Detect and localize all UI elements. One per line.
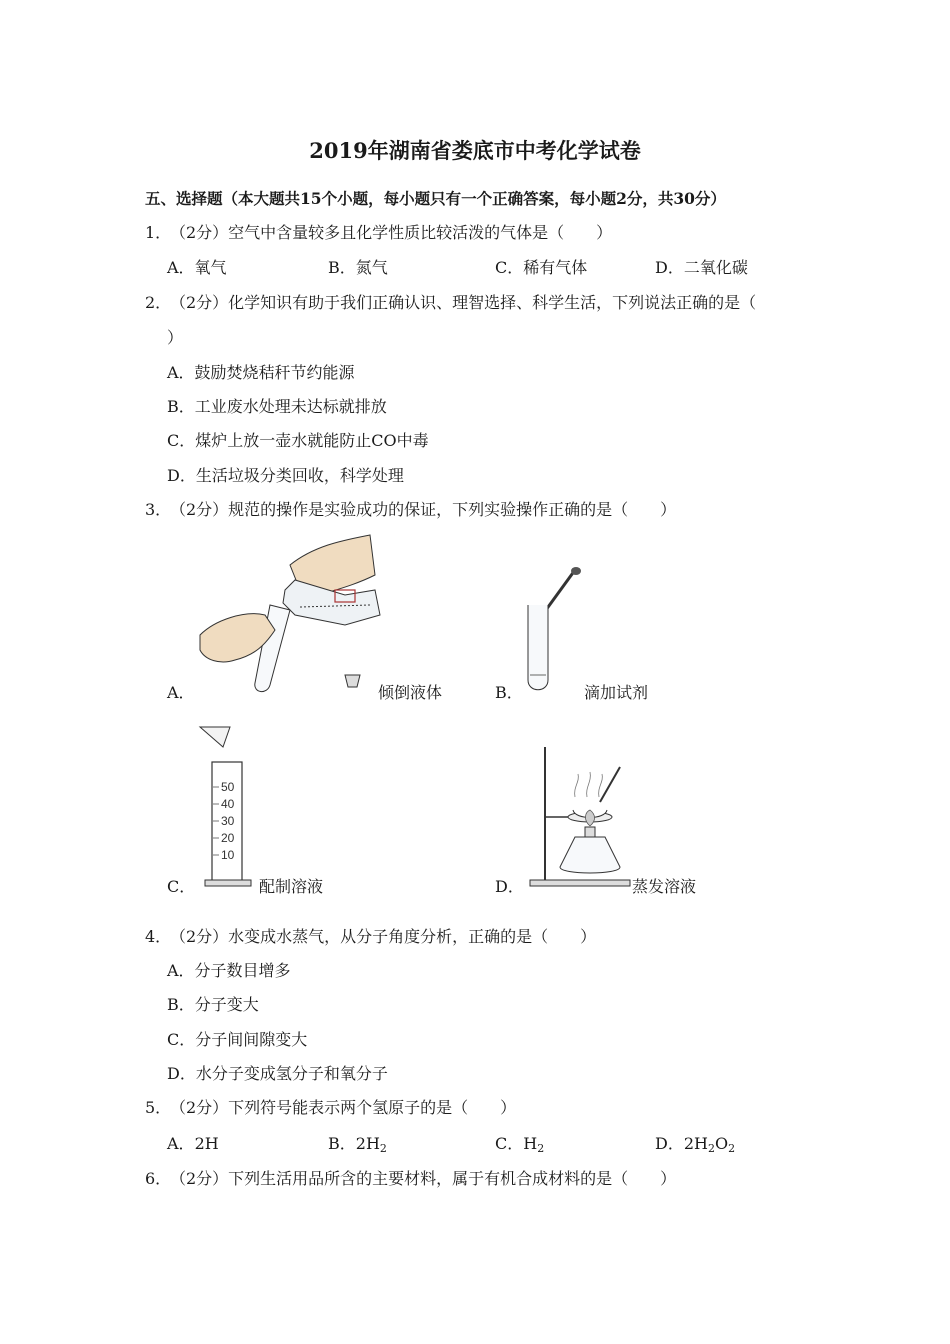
q5-option-c-formula: H bbox=[523, 1134, 538, 1153]
dropping-reagent-figure bbox=[520, 565, 590, 695]
q4-option-d: D．水分子变成氢分子和氧分子 bbox=[167, 1064, 388, 1083]
q5-option-b-sub: 2 bbox=[379, 1142, 387, 1155]
q5-option-a bbox=[167, 1134, 219, 1154]
q5-option-b-letter: B． bbox=[328, 1134, 356, 1153]
pouring-liquid-figure bbox=[195, 535, 455, 700]
q5-option-d-sub: 2 bbox=[707, 1142, 715, 1155]
cylinder-mark-20: 20 bbox=[221, 831, 235, 845]
question-3-stem: （2分）规范的操作是实验成功的保证，下列实验操作正确的是（ ） bbox=[170, 500, 677, 519]
q5-option-d-formula: 2H bbox=[683, 1134, 708, 1153]
q2-option-b: B．工业废水处理未达标就排放 bbox=[167, 397, 387, 416]
question-6-number: 6． bbox=[145, 1169, 172, 1188]
question-1-stem: （2分）空气中含量较多且化学性质比较活泼的气体是（ ） bbox=[170, 223, 613, 242]
cylinder-mark-10: 10 bbox=[221, 848, 235, 862]
question-5-number: 5． bbox=[145, 1098, 172, 1117]
cylinder-mark-50: 50 bbox=[221, 780, 235, 794]
cylinder-mark-30: 30 bbox=[221, 814, 235, 828]
question-3-number: 3． bbox=[145, 500, 172, 519]
q1-option-a: A．氧气 bbox=[167, 258, 227, 277]
question-2-stem-cont: ） bbox=[167, 328, 184, 347]
q5-option-a-formula: 2H bbox=[194, 1134, 219, 1153]
q4-option-b: B．分子变大 bbox=[167, 995, 259, 1014]
q2-option-d: D．生活垃圾分类回收，科学处理 bbox=[167, 466, 404, 485]
q1-option-c: C．稀有气体 bbox=[495, 258, 588, 277]
section-heading: 五、选择题（本大题共15个小题，每小题只有一个正确答案，每小题2分，共30分） bbox=[145, 189, 726, 208]
q3-option-d-letter: D． bbox=[495, 877, 524, 896]
q5-option-d-sub2: 2 bbox=[728, 1142, 736, 1155]
q3-option-c-letter: C． bbox=[167, 877, 196, 896]
q5-option-c-letter: C． bbox=[495, 1134, 524, 1153]
q5-option-c-sub: 2 bbox=[537, 1142, 545, 1155]
q3-option-a-caption: 倾倒液体 bbox=[378, 683, 443, 702]
q5-option-d bbox=[655, 1134, 735, 1154]
cylinder-mark-40: 40 bbox=[221, 797, 235, 811]
evaporating-solution-figure bbox=[525, 742, 630, 890]
q3-option-b-caption: 滴加试剂 bbox=[584, 683, 649, 702]
q3-option-c-caption: 配制溶液 bbox=[259, 877, 324, 896]
q5-option-b-formula: 2H bbox=[355, 1134, 380, 1153]
q1-option-b: B．氮气 bbox=[328, 258, 388, 277]
q2-option-a: A．鼓励焚烧秸秆节约能源 bbox=[167, 363, 355, 382]
q3-option-d-caption: 蒸发溶液 bbox=[632, 877, 697, 896]
q2-option-c: C．煤炉上放一壶水就能防止CO中毒 bbox=[167, 431, 429, 450]
question-5-stem: （2分）下列符号能表示两个氢原子的是（ ） bbox=[170, 1098, 517, 1117]
q3-option-a-letter: A． bbox=[167, 683, 195, 702]
q3-option-b-letter: B． bbox=[495, 683, 523, 702]
q4-option-a: A．分子数目增多 bbox=[167, 961, 291, 980]
q5-option-c bbox=[495, 1134, 544, 1154]
q5-option-d-formula2: O bbox=[714, 1134, 729, 1153]
question-1-number: 1． bbox=[145, 223, 172, 242]
q5-option-b bbox=[328, 1134, 387, 1154]
q5-option-d-letter: D． bbox=[655, 1134, 684, 1153]
question-2-stem: （2分）化学知识有助于我们正确认识、理智选择、科学生活，下列说法正确的是（ bbox=[170, 293, 757, 312]
graduated-cylinder-figure bbox=[195, 722, 260, 892]
q1-option-d: D．二氧化碳 bbox=[655, 258, 748, 277]
question-4-stem: （2分）水变成水蒸气，从分子角度分析，正确的是（ ） bbox=[170, 927, 597, 946]
question-6-stem: （2分）下列生活用品所含的主要材料，属于有机合成材料的是（ ） bbox=[170, 1169, 677, 1188]
q5-option-a-letter: A． bbox=[167, 1134, 195, 1153]
page-title: 2019年湖南省娄底市中考化学试卷 bbox=[309, 138, 641, 163]
question-4-number: 4． bbox=[145, 927, 172, 946]
q4-option-c: C．分子间间隙变大 bbox=[167, 1030, 308, 1049]
question-2-number: 2． bbox=[145, 293, 172, 312]
